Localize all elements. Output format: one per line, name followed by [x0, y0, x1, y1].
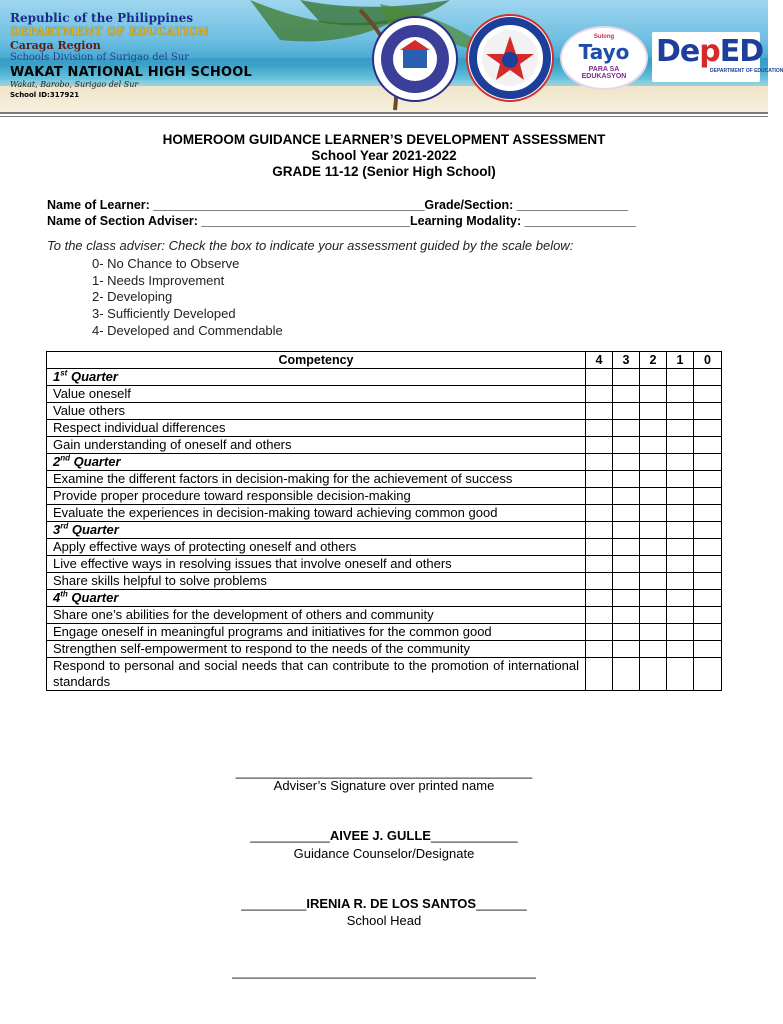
checkbox-cell[interactable]: [667, 658, 694, 691]
learner-name-field[interactable]: Name of Learner: _______________________________________Grade/Section: ________________: [47, 198, 629, 212]
head-name: IRENIA R. DE LOS SANTOS: [306, 896, 477, 911]
checkbox-cell[interactable]: [640, 641, 667, 658]
checkbox-cell[interactable]: [667, 573, 694, 590]
checkbox-cell[interactable]: [640, 420, 667, 437]
checkbox-cell[interactable]: [586, 471, 613, 488]
checkbox-cell[interactable]: [613, 471, 640, 488]
competency-cell: Share one’s abilities for the development of others and community: [47, 607, 586, 624]
quarter-num: 3: [53, 522, 61, 537]
competency-header: Competency: [47, 352, 586, 369]
deped-word-c: ED: [719, 34, 764, 69]
quarter-suffix: th: [60, 589, 68, 599]
checkbox-cell[interactable]: [586, 369, 613, 386]
tayo-main-text: Tayo: [578, 40, 630, 64]
checkbox-cell[interactable]: [667, 420, 694, 437]
scale-item: 2- Developing: [92, 289, 173, 305]
form-title: HOMEROOM GUIDANCE LEARNER’S DEVELOPMENT ASSESSMENT: [162, 132, 606, 147]
checkbox-cell[interactable]: [640, 607, 667, 624]
checkbox-cell[interactable]: [667, 403, 694, 420]
table-row: [47, 573, 722, 590]
competency-cell: Strengthen self-empowerment to respond to the needs of the community: [47, 641, 586, 658]
checkbox-cell[interactable]: [613, 624, 640, 641]
table-row: [47, 641, 722, 658]
competency-cell: Live effective ways in resolving issues that involve oneself and others: [47, 556, 586, 573]
deped-word-a: De: [656, 34, 700, 69]
checkbox-cell[interactable]: [640, 403, 667, 420]
checkbox-cell[interactable]: [694, 641, 722, 658]
header-text-block: [10, 12, 252, 99]
checkbox-cell[interactable]: [640, 522, 667, 539]
adviser-signature-caption: Adviser’s Signature over printed name: [273, 778, 495, 793]
competency-cell: Apply effective ways of protecting oneself and others: [47, 539, 586, 556]
quarter-label-4: [47, 590, 586, 607]
score-header-2: 2: [640, 352, 667, 369]
checkbox-cell[interactable]: [667, 454, 694, 471]
checkbox-cell[interactable]: [667, 641, 694, 658]
department-label: DEPARTMENT OF EDUCATION: [10, 25, 209, 38]
competency-cell: Provide proper procedure toward responsible decision-making: [47, 488, 586, 505]
counselor-line-post: ____________: [430, 828, 518, 843]
scale-item: 1- Needs Improvement: [92, 272, 225, 288]
school-name: WAKAT NATIONAL HIGH SCHOOL: [10, 65, 252, 80]
competency-cell: Respect individual differences: [47, 420, 586, 437]
table-row: [47, 505, 722, 522]
checkbox-cell[interactable]: [586, 420, 613, 437]
checkbox-cell[interactable]: [613, 454, 640, 471]
checkbox-cell[interactable]: [667, 386, 694, 403]
checkbox-cell[interactable]: [694, 386, 722, 403]
checkbox-cell[interactable]: [694, 505, 722, 522]
checkbox-cell[interactable]: [613, 403, 640, 420]
checkbox-cell[interactable]: [640, 471, 667, 488]
checkbox-cell[interactable]: [694, 590, 722, 607]
table-row: [47, 437, 722, 454]
scale-item: 4- Developed and Commendable: [92, 322, 283, 338]
checkbox-cell[interactable]: [613, 386, 640, 403]
checkbox-cell[interactable]: [694, 454, 722, 471]
head-signature-line: [0, 896, 768, 912]
checkbox-cell[interactable]: [667, 556, 694, 573]
score-header-1: 1: [667, 352, 694, 369]
quarter-num: 4: [53, 590, 61, 605]
checkbox-cell[interactable]: [667, 522, 694, 539]
checkbox-cell[interactable]: [613, 522, 640, 539]
checkbox-cell[interactable]: [586, 386, 613, 403]
checkbox-cell[interactable]: [586, 505, 613, 522]
checkbox-cell[interactable]: [667, 607, 694, 624]
checkbox-cell[interactable]: [640, 386, 667, 403]
checkbox-cell[interactable]: [640, 437, 667, 454]
checkbox-cell[interactable]: [667, 488, 694, 505]
deped-subtitle: DEPARTMENT OF EDUCATION: [710, 68, 783, 74]
counselor-caption: Guidance Counselor/Designate: [293, 846, 475, 861]
checkbox-cell[interactable]: [613, 420, 640, 437]
table-row: [47, 488, 722, 505]
checkbox-cell[interactable]: [694, 573, 722, 590]
checkbox-cell[interactable]: [694, 488, 722, 505]
table-header-row: [47, 352, 722, 369]
checkbox-cell[interactable]: [694, 403, 722, 420]
checkbox-cell[interactable]: [613, 573, 640, 590]
checkbox-cell[interactable]: [613, 607, 640, 624]
checkbox-cell[interactable]: [613, 641, 640, 658]
checkbox-cell[interactable]: [586, 437, 613, 454]
head-caption: School Head: [346, 913, 422, 928]
deped-logo: [652, 32, 783, 82]
table-row: [47, 624, 722, 641]
table-row: [47, 403, 722, 420]
checkbox-cell[interactable]: [613, 488, 640, 505]
tayo-sub-line1: PARA SA: [588, 66, 620, 73]
quarter-label-3: [47, 522, 586, 539]
deped-word-b: p: [699, 34, 720, 69]
instruction-text: To the class adviser: Check the box to indicate your assessment guided by the scale below:: [47, 238, 574, 253]
checkbox-cell[interactable]: [613, 505, 640, 522]
checkbox-cell[interactable]: [640, 624, 667, 641]
quarter-row: [47, 454, 722, 471]
checkbox-cell[interactable]: [694, 539, 722, 556]
checkbox-cell[interactable]: [667, 369, 694, 386]
score-header-0: 0: [694, 352, 722, 369]
counselor-signature-line: [0, 828, 768, 844]
checkbox-cell[interactable]: [613, 590, 640, 607]
checkbox-cell[interactable]: [613, 539, 640, 556]
tayo-sub-text: [562, 66, 646, 80]
checkbox-cell[interactable]: [586, 488, 613, 505]
table-row: [47, 386, 722, 403]
competency-table: [46, 351, 722, 691]
rating-scale: [92, 256, 283, 340]
checkbox-cell[interactable]: [694, 471, 722, 488]
division-seal-icon: [466, 14, 554, 102]
competency-cell: Gain understanding of oneself and others: [47, 437, 586, 454]
quarter-word: Quarter: [71, 590, 119, 605]
competency-cell: Value others: [47, 403, 586, 420]
quarter-word: Quarter: [70, 369, 118, 384]
checkbox-cell[interactable]: [667, 471, 694, 488]
quarter-word: Quarter: [71, 522, 119, 537]
checkbox-cell[interactable]: [640, 573, 667, 590]
republic-label: Republic of the Philippines: [10, 11, 194, 25]
checkbox-cell[interactable]: [667, 624, 694, 641]
adviser-name-field[interactable]: Name of Section Adviser: ______________________________Learning Modality: ________________: [47, 214, 636, 228]
checkbox-cell[interactable]: [586, 607, 613, 624]
head-line-pre: _________: [241, 896, 307, 911]
scale-item: 3- Sufficiently Developed: [92, 306, 236, 322]
checkbox-cell[interactable]: [694, 624, 722, 641]
table-row: [47, 539, 722, 556]
checkbox-cell[interactable]: [667, 590, 694, 607]
table-row: [47, 420, 722, 437]
checkbox-cell[interactable]: [586, 403, 613, 420]
adviser-signature-line[interactable]: _________________________________________: [235, 764, 533, 779]
checkbox-cell[interactable]: [586, 624, 613, 641]
quarter-suffix: st: [60, 368, 68, 378]
competency-cell: Examine the different factors in decision-making for the achievement of success: [47, 471, 586, 488]
checkbox-cell[interactable]: [613, 658, 640, 691]
quarter-label-2: [47, 454, 586, 471]
quarter-row: [47, 369, 722, 386]
checkbox-cell[interactable]: [640, 369, 667, 386]
checkbox-cell[interactable]: [613, 369, 640, 386]
checkbox-cell[interactable]: [640, 454, 667, 471]
checkbox-cell[interactable]: [694, 607, 722, 624]
counselor-name: AIVEE J. GULLE: [329, 828, 431, 843]
table-row: [47, 471, 722, 488]
head-line-post: _______: [476, 896, 527, 911]
checkbox-cell[interactable]: [667, 437, 694, 454]
checkbox-cell[interactable]: [586, 522, 613, 539]
checkbox-cell[interactable]: [586, 454, 613, 471]
checkbox-cell[interactable]: [694, 369, 722, 386]
checkbox-cell[interactable]: [613, 556, 640, 573]
quarter-suffix: rd: [60, 521, 69, 531]
header-divider-thin: [0, 116, 768, 117]
score-header-4: 4: [586, 352, 613, 369]
checkbox-cell[interactable]: [694, 522, 722, 539]
checkbox-cell[interactable]: [586, 641, 613, 658]
checkbox-cell[interactable]: [694, 437, 722, 454]
checkbox-cell[interactable]: [694, 420, 722, 437]
competency-cell: Engage oneself in meaningful programs and initiatives for the common good: [47, 624, 586, 641]
checkbox-cell[interactable]: [640, 488, 667, 505]
school-seal-icon: [372, 16, 458, 102]
checkbox-cell[interactable]: [586, 573, 613, 590]
competency-cell: Share skills helpful to solve problems: [47, 573, 586, 590]
checkbox-cell[interactable]: [613, 437, 640, 454]
quarter-word: Quarter: [73, 454, 121, 469]
checkbox-cell[interactable]: [640, 505, 667, 522]
sulong-tayo-logo: [560, 26, 648, 90]
checkbox-cell[interactable]: [586, 590, 613, 607]
checkbox-cell[interactable]: [640, 658, 667, 691]
quarter-row: [47, 590, 722, 607]
quarter-num: 1: [53, 369, 61, 384]
tayo-sub-line2: EDUKASYON: [581, 73, 627, 80]
checkbox-cell[interactable]: [586, 658, 613, 691]
quarter-label-1: [47, 369, 586, 386]
bottom-signature-line[interactable]: __________________________________________: [232, 964, 536, 979]
scale-item: 0- No Chance to Observe: [92, 256, 240, 271]
checkbox-cell[interactable]: [667, 505, 694, 522]
checkbox-cell[interactable]: [586, 539, 613, 556]
checkbox-cell[interactable]: [667, 539, 694, 556]
competency-cell: Evaluate the experiences in decision-making toward achieving common good: [47, 505, 586, 522]
checkbox-cell[interactable]: [586, 556, 613, 573]
header-divider: [0, 112, 768, 114]
quarter-num: 2: [53, 454, 61, 469]
header-banner: [0, 0, 783, 112]
table-row: [47, 658, 722, 691]
deped-wordmark: [656, 34, 763, 69]
checkbox-cell[interactable]: [640, 590, 667, 607]
checkbox-cell[interactable]: [694, 658, 722, 691]
checkbox-cell[interactable]: [640, 539, 667, 556]
counselor-line-pre: ___________: [250, 828, 330, 843]
competency-cell: Value oneself: [47, 386, 586, 403]
table-row: [47, 607, 722, 624]
score-header-3: 3: [613, 352, 640, 369]
checkbox-cell[interactable]: [694, 556, 722, 573]
quarter-row: [47, 522, 722, 539]
school-year: School Year 2021-2022: [311, 148, 457, 163]
division-label: Schools Division of Surigao del Sur: [10, 52, 189, 63]
table-row: [47, 556, 722, 573]
school-address: Wakat, Barobo, Surigao del Sur: [10, 80, 139, 89]
tayo-top-text: Sulong: [593, 34, 615, 40]
competency-cell: Respond to personal and social needs that can contribute to the promotion of international standards: [47, 658, 586, 691]
school-id: School ID:317921: [10, 91, 80, 99]
quarter-suffix: nd: [60, 453, 71, 463]
region-label: Caraga Region: [10, 39, 101, 52]
checkbox-cell[interactable]: [640, 556, 667, 573]
grade-level: GRADE 11-12 (Senior High School): [272, 164, 496, 179]
